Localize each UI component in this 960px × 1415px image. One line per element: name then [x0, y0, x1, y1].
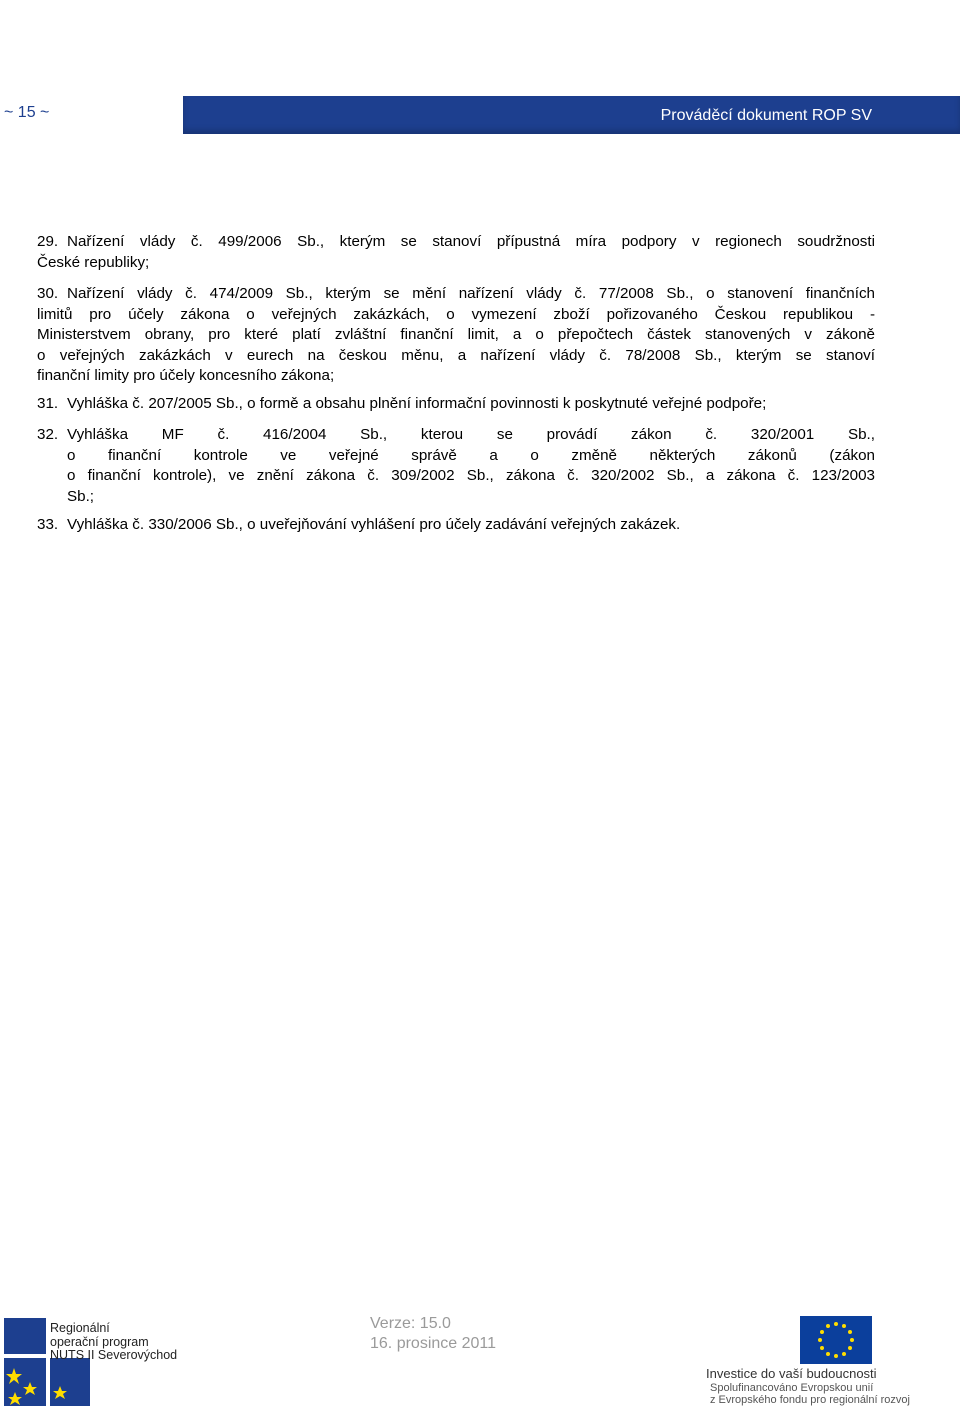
- eu-logo-line: Spolufinancováno Evropskou unií: [710, 1382, 874, 1394]
- page-number: ~ 15 ~: [4, 104, 50, 121]
- list-item: [37, 232, 875, 273]
- list-item-text: České republiky;: [37, 253, 150, 271]
- list-item-number: 33.: [37, 516, 59, 533]
- list-item-text: o veřejných zakázkách v eurech na českou měnu, a nařízení vlády č. 78/2008 Sb., kterým se stanoví: [37, 346, 875, 364]
- rop-logo-text: [50, 1322, 177, 1363]
- eu-logo: [670, 1314, 960, 1410]
- list-item-text: Vyhláška č. 207/2005 Sb., o formě a obsahu plnění informační povinnosti k poskytnuté veřejné podpoře;: [67, 395, 767, 412]
- list-item: [37, 394, 875, 415]
- list-item-text: o finanční kontrole), ve znění zákona č. 309/2002 Sb., zákona č. 320/2002 Sb., a zákona č. 123/2003: [67, 467, 875, 484]
- eu-stars-icon: [800, 1316, 872, 1364]
- list-item-number: 29.: [37, 233, 59, 250]
- version-label: Verze: 15.0: [370, 1315, 451, 1332]
- list-item-number: 32.: [37, 426, 59, 443]
- list-item-number: 30.: [37, 285, 59, 302]
- list-item-number: 31.: [37, 395, 59, 412]
- list-item-text: Vyhláška č. 330/2006 Sb., o uveřejňování vyhlášení pro účely zadávání veřejných zakázek.: [67, 516, 681, 533]
- date-label: 16. prosince 2011: [370, 1335, 497, 1352]
- list-item-text: o finanční kontrole ve veřejné správě a o změně některých zákonů (zákon: [67, 446, 875, 464]
- rop-logo: [0, 1314, 180, 1410]
- rop-logo-line: Regionální: [50, 1321, 110, 1335]
- list-item-text: Nařízení vlády č. 474/2009 Sb., kterým se mění nařízení vlády č. 77/2008 Sb., o stanovení finančních: [67, 285, 875, 302]
- rop-logo-line: operační program: [50, 1334, 149, 1349]
- eu-logo-slogan: Investice do vaší budoucnosti: [706, 1366, 877, 1381]
- eu-logo-subtext: [710, 1382, 910, 1406]
- eu-logo-line: z Evropského fondu pro regionální rozvoj: [710, 1394, 910, 1406]
- footer-version-block: [370, 1314, 520, 1354]
- list-item-text: finanční limity pro účely koncesního zákona;: [37, 367, 335, 384]
- document-title: Prováděcí dokument ROP SV: [660, 107, 872, 124]
- list-item-text: Ministerstvem obrany, pro které platí zvláštní finanční limit, a o přepočtech částek stanovených v zákoně: [37, 326, 875, 343]
- list-item: [37, 425, 875, 507]
- list-item-text: Sb.;: [67, 487, 95, 505]
- list-item: [37, 515, 875, 536]
- list-item-text: limitů pro účely zákona o veřejných zakázkách, o vymezení zboží pořizovaného Českou republikou -: [37, 305, 875, 323]
- list-item-text: Nařízení vlády č. 499/2006 Sb., kterým se stanoví přípustná míra podpory v regionech soudržnosti: [67, 233, 875, 250]
- eu-flag-icon: [800, 1316, 872, 1364]
- rop-logo-line: NUTS II Severovýchod: [50, 1348, 178, 1362]
- list-item: [37, 284, 875, 387]
- list-item-text: Vyhláška MF č. 416/2004 Sb., kterou se provádí zákon č. 320/2001 Sb.,: [67, 426, 875, 443]
